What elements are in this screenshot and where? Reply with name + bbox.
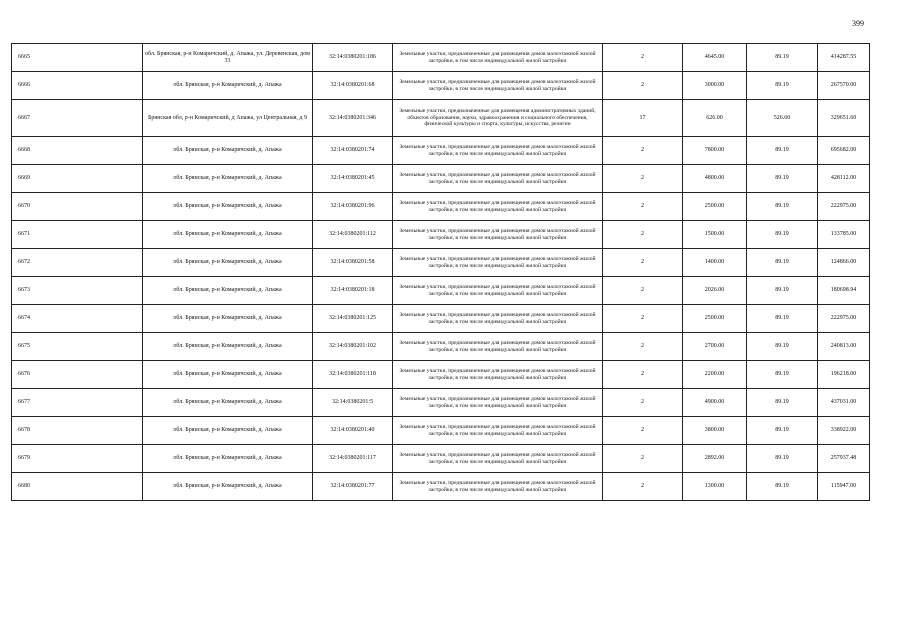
cadastral-value-cell: 338922.00 xyxy=(818,417,870,445)
address-cell: обл. Брянская, р-н Комаричский, д. Апажа xyxy=(143,137,313,165)
land-use-cell: Земельные участки, предназначенные для размещения домов малоэтажной жилой застройки, в том числе индивидуальной жилой застройки xyxy=(393,72,603,100)
land-use-cell: Земельные участки, предназначенные для размещения домов малоэтажной жилой застройки, в том числе индивидуальной жилой застройки xyxy=(393,165,603,193)
area-cell: 2892.00 xyxy=(683,445,747,473)
table-body xyxy=(12,44,870,501)
row-number-cell: 6679 xyxy=(12,445,143,473)
use-code-cell: 2 xyxy=(603,445,683,473)
specific-value-cell: 89.19 xyxy=(747,221,818,249)
specific-value-cell: 89.19 xyxy=(747,445,818,473)
cadastral-value-cell: 222975.00 xyxy=(818,193,870,221)
address-cell: обл. Брянская, р-н Комаричский, д. Апажа xyxy=(143,473,313,501)
cadastral-value-cell: 124866.00 xyxy=(818,249,870,277)
cadastral-number-cell: 32:14:0380201:117 xyxy=(313,445,393,473)
table-row xyxy=(12,193,870,221)
row-number-cell: 6673 xyxy=(12,277,143,305)
use-code-cell: 2 xyxy=(603,361,683,389)
cadastral-number-cell: 32:14:0380201:40 xyxy=(313,417,393,445)
area-cell: 4900.00 xyxy=(683,389,747,417)
cadastral-number-cell: 32:14:0380201:118 xyxy=(313,361,393,389)
specific-value-cell: 89.19 xyxy=(747,473,818,501)
cadastral-number-cell: 32:14:0380201:68 xyxy=(313,72,393,100)
area-cell: 1500.00 xyxy=(683,221,747,249)
cadastral-value-cell: 222975.00 xyxy=(818,305,870,333)
area-cell: 4800.00 xyxy=(683,165,747,193)
area-cell: 1400.00 xyxy=(683,249,747,277)
cadastral-number-cell: 32:14:0380201:18 xyxy=(313,277,393,305)
row-number-cell: 6670 xyxy=(12,193,143,221)
address-cell: обл. Брянская, р-н Комаричский, д. Апажа xyxy=(143,389,313,417)
address-cell: обл. Брянская, р-н Комаричский, д. Апажа xyxy=(143,221,313,249)
row-number-cell: 6672 xyxy=(12,249,143,277)
area-cell: 2026.00 xyxy=(683,277,747,305)
specific-value-cell: 89.19 xyxy=(747,277,818,305)
row-number-cell: 6667 xyxy=(12,100,143,137)
land-use-cell: Земельные участки, предназначенные для размещения домов малоэтажной жилой застройки, в том числе индивидуальной жилой застройки xyxy=(393,361,603,389)
cadastral-number-cell: 32:14:0380201:102 xyxy=(313,333,393,361)
use-code-cell: 2 xyxy=(603,44,683,72)
row-number-cell: 6668 xyxy=(12,137,143,165)
table-row xyxy=(12,361,870,389)
area-cell: 626.00 xyxy=(683,100,747,137)
row-number-cell: 6680 xyxy=(12,473,143,501)
cadastral-value-cell: 414287.55 xyxy=(818,44,870,72)
land-use-cell: Земельные участки, предназначенные для размещения домов малоэтажной жилой застройки, в том числе индивидуальной жилой застройки xyxy=(393,277,603,305)
cadastral-value-cell: 115947.00 xyxy=(818,473,870,501)
address-cell: обл. Брянская, р-н Комаричский, д. Апажа xyxy=(143,445,313,473)
area-cell: 2200.00 xyxy=(683,361,747,389)
land-use-cell: Земельные участки, предназначенные для размещения домов малоэтажной жилой застройки, в том числе индивидуальной жилой застройки xyxy=(393,333,603,361)
row-number-cell: 6665 xyxy=(12,44,143,72)
cadastral-number-cell: 32:14:0380201:45 xyxy=(313,165,393,193)
address-cell: обл. Брянская, р-н Комаричский, д. Апажа xyxy=(143,277,313,305)
cadastral-number-cell: 32:14:0380201:186 xyxy=(313,44,393,72)
table-row xyxy=(12,389,870,417)
table-row xyxy=(12,277,870,305)
land-use-cell: Земельные участки, предназначенные для размещения домов малоэтажной жилой застройки, в том числе индивидуальной жилой застройки xyxy=(393,137,603,165)
cadastral-value-cell: 437031.00 xyxy=(818,389,870,417)
cadastral-value-cell: 180698.94 xyxy=(818,277,870,305)
address-cell: Брянская обл, р-н Комаричский, д Апажа, ул Центральная, д 9 xyxy=(143,100,313,137)
address-cell: обл. Брянская, р-н Комаричский, д. Апажа xyxy=(143,333,313,361)
cadastral-value-cell: 428112.00 xyxy=(818,165,870,193)
land-use-cell: Земельные участки, предназначенные для размещения домов малоэтажной жилой застройки, в том числе индивидуальной жилой застройки xyxy=(393,221,603,249)
area-cell: 7800.00 xyxy=(683,137,747,165)
area-cell: 2700.00 xyxy=(683,333,747,361)
cadastral-value-cell: 695682.00 xyxy=(818,137,870,165)
cadastral-number-cell: 32:14:0380201:125 xyxy=(313,305,393,333)
address-cell: обл. Брянская, р-н Комаричский, д. Апажа xyxy=(143,193,313,221)
row-number-cell: 6676 xyxy=(12,361,143,389)
use-code-cell: 2 xyxy=(603,417,683,445)
table-row xyxy=(12,249,870,277)
table-row xyxy=(12,473,870,501)
cadastral-number-cell: 32:14:0380201:77 xyxy=(313,473,393,501)
cadastral-value-table xyxy=(11,43,870,501)
land-use-cell: Земельные участки, предназначенные для размещения домов малоэтажной жилой застройки, в том числе индивидуальной жилой застройки xyxy=(393,417,603,445)
use-code-cell: 2 xyxy=(603,72,683,100)
cadastral-number-cell: 32:14:0380201:74 xyxy=(313,137,393,165)
table-row xyxy=(12,165,870,193)
table-row xyxy=(12,72,870,100)
cadastral-number-cell: 32:14:0380201:112 xyxy=(313,221,393,249)
address-cell: обл. Брянская, р-н Комаричский, д. Апажа, ул. Деревенская, дом 33 xyxy=(143,44,313,72)
cadastral-value-cell: 267570.00 xyxy=(818,72,870,100)
specific-value-cell: 89.19 xyxy=(747,165,818,193)
land-use-cell: Земельные участки, предназначенные для размещения домов малоэтажной жилой застройки, в том числе индивидуальной жилой застройки xyxy=(393,249,603,277)
address-cell: обл. Брянская, р-н Комаричский, д. Апажа xyxy=(143,417,313,445)
table-row xyxy=(12,445,870,473)
cadastral-value-cell: 257937.48 xyxy=(818,445,870,473)
specific-value-cell: 89.19 xyxy=(747,137,818,165)
row-number-cell: 6677 xyxy=(12,389,143,417)
specific-value-cell: 89.19 xyxy=(747,193,818,221)
cadastral-number-cell: 32:14:0380201:96 xyxy=(313,193,393,221)
specific-value-cell: 89.19 xyxy=(747,305,818,333)
specific-value-cell: 89.19 xyxy=(747,72,818,100)
specific-value-cell: 89.19 xyxy=(747,333,818,361)
table-row xyxy=(12,417,870,445)
address-cell: обл. Брянская, р-н Комаричский, д. Апажа xyxy=(143,361,313,389)
row-number-cell: 6671 xyxy=(12,221,143,249)
address-cell: обл. Брянская, р-н Комаричский, д. Апажа xyxy=(143,72,313,100)
use-code-cell: 2 xyxy=(603,249,683,277)
table-row xyxy=(12,137,870,165)
area-cell: 2500.00 xyxy=(683,305,747,333)
specific-value-cell: 89.19 xyxy=(747,249,818,277)
use-code-cell: 2 xyxy=(603,277,683,305)
land-use-cell: Земельные участки, предназначенные для размещения домов малоэтажной жилой застройки, в том числе индивидуальной жилой застройки xyxy=(393,305,603,333)
land-use-cell: Земельные участки, предназначенные для размещения домов малоэтажной жилой застройки, в том числе индивидуальной жилой застройки xyxy=(393,44,603,72)
cadastral-value-cell: 240813.00 xyxy=(818,333,870,361)
land-use-cell: Земельные участки, предназначенные для размещения административных зданий, объектов образования, науки, здравоохранения и социального обеспечения, физической культуры и спорта, культуры, искусства, религии xyxy=(393,100,603,137)
page-number: 399 xyxy=(852,19,864,28)
specific-value-cell: 89.19 xyxy=(747,417,818,445)
table-row xyxy=(12,333,870,361)
area-cell: 2500.00 xyxy=(683,193,747,221)
use-code-cell: 2 xyxy=(603,221,683,249)
land-use-cell: Земельные участки, предназначенные для размещения домов малоэтажной жилой застройки, в том числе индивидуальной жилой застройки xyxy=(393,445,603,473)
land-use-cell: Земельные участки, предназначенные для размещения домов малоэтажной жилой застройки, в том числе индивидуальной жилой застройки xyxy=(393,389,603,417)
table-row xyxy=(12,305,870,333)
cadastral-value-cell: 329651.60 xyxy=(818,100,870,137)
area-cell: 1300.00 xyxy=(683,473,747,501)
specific-value-cell: 526.60 xyxy=(747,100,818,137)
address-cell: обл. Брянская, р-н Комаричский, д. Апажа xyxy=(143,249,313,277)
use-code-cell: 17 xyxy=(603,100,683,137)
area-cell: 3000.00 xyxy=(683,72,747,100)
cadastral-value-cell: 196218.00 xyxy=(818,361,870,389)
use-code-cell: 2 xyxy=(603,165,683,193)
use-code-cell: 2 xyxy=(603,193,683,221)
cadastral-number-cell: 32:14:0380201:5 xyxy=(313,389,393,417)
row-number-cell: 6678 xyxy=(12,417,143,445)
cadastral-number-cell: 32:14:0380201:58 xyxy=(313,249,393,277)
specific-value-cell: 89.19 xyxy=(747,361,818,389)
land-use-cell: Земельные участки, предназначенные для размещения домов малоэтажной жилой застройки, в том числе индивидуальной жилой застройки xyxy=(393,193,603,221)
specific-value-cell: 89.19 xyxy=(747,44,818,72)
row-number-cell: 6675 xyxy=(12,333,143,361)
table-row xyxy=(12,100,870,137)
land-use-cell: Земельные участки, предназначенные для размещения домов малоэтажной жилой застройки, в том числе индивидуальной жилой застройки xyxy=(393,473,603,501)
use-code-cell: 2 xyxy=(603,473,683,501)
address-cell: обл. Брянская, р-н Комаричский, д. Апажа xyxy=(143,165,313,193)
row-number-cell: 6674 xyxy=(12,305,143,333)
table-row xyxy=(12,221,870,249)
address-cell: обл. Брянская, р-н Комаричский, д. Апажа xyxy=(143,305,313,333)
use-code-cell: 2 xyxy=(603,389,683,417)
area-cell: 4645.00 xyxy=(683,44,747,72)
row-number-cell: 6669 xyxy=(12,165,143,193)
use-code-cell: 2 xyxy=(603,137,683,165)
specific-value-cell: 89.19 xyxy=(747,389,818,417)
cadastral-number-cell: 32:14:0380201:346 xyxy=(313,100,393,137)
use-code-cell: 2 xyxy=(603,305,683,333)
row-number-cell: 6666 xyxy=(12,72,143,100)
area-cell: 3800.00 xyxy=(683,417,747,445)
cadastral-value-cell: 133785.00 xyxy=(818,221,870,249)
use-code-cell: 2 xyxy=(603,333,683,361)
table-row xyxy=(12,44,870,72)
